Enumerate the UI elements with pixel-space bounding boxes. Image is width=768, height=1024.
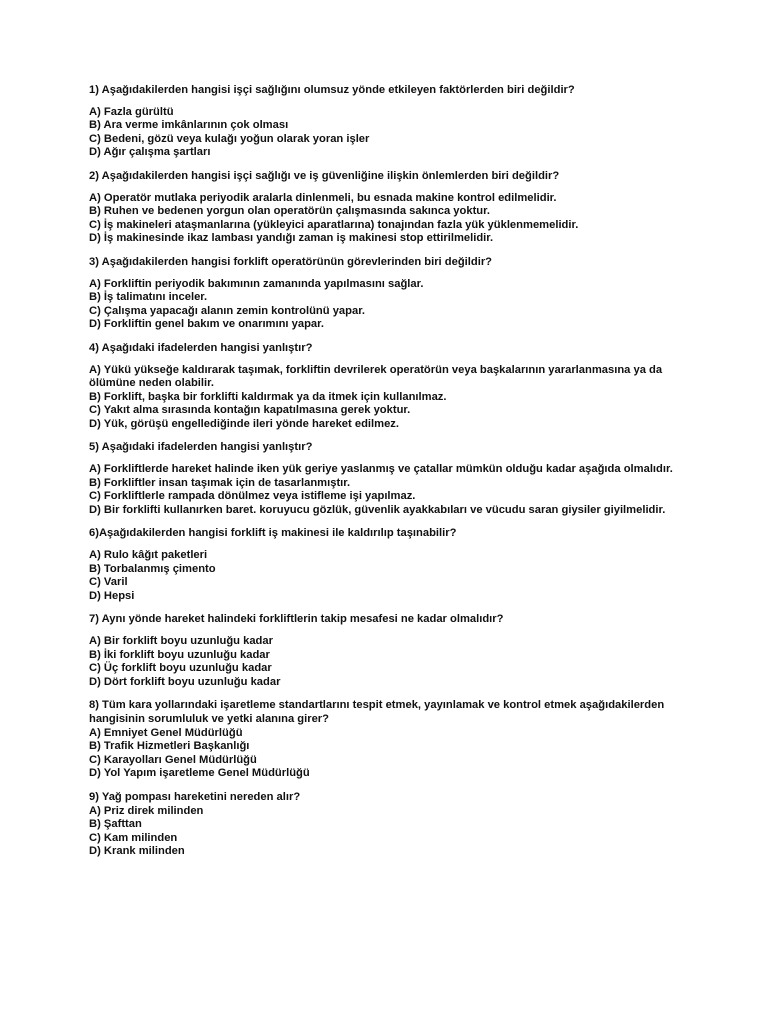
option-d: D) Krank milinden [89, 845, 185, 858]
question-text: 9) Yağ pompası hareketini nereden alır? [89, 790, 301, 803]
options-list [89, 805, 709, 859]
options-list [89, 364, 709, 432]
option-a: A) Operatör mutlaka periyodik aralarla dinlenmeli, bu esnada makine kontrol edilmelidir. [89, 191, 557, 204]
option-d: D) Bir forklifti kullanırken baret. koruyucu gözlük, güvenlik ayakkabıları ve vücudu saran giysiler giyilmelidir. [89, 503, 666, 516]
question-2 [89, 170, 709, 246]
question-text: 8) Tüm kara yollarındaki işaretleme standartlarını tespit etmek, yayınlamak ve kontrol etmek aşağıdakilerden hangisinin sorumluluk ve yetki alanına girer? [89, 699, 665, 725]
question-3 [89, 256, 709, 332]
option-a: A) Emniyet Genel Müdürlüğü [89, 726, 243, 739]
option-b: B) Trafik Hizmetleri Başkanlığı [89, 740, 250, 753]
option-d: D) Hepsi [89, 589, 135, 602]
question-8 [89, 699, 709, 781]
question-text: 2) Aşağıdakilerden hangisi işçi sağlığı ve iş güvenliğine ilişkin önlemlerden biri değildir? [89, 169, 560, 182]
option-a: A) Fazla gürültü [89, 105, 174, 118]
option-c: C) Bedeni, gözü veya kulağı yoğun olarak yoran işler [89, 132, 370, 145]
question-6 [89, 527, 709, 603]
question-text: 3) Aşağıdakilerden hangisi forklift operatörünün görevlerinden biri değildir? [89, 255, 493, 268]
option-d: D) Yük, görüşü engellediğinde ileri yönde hareket edilmez. [89, 417, 400, 430]
question-4 [89, 342, 709, 432]
option-c: C) Karayolları Genel Müdürlüğü [89, 753, 257, 766]
option-c: C) Kam milinden [89, 831, 178, 844]
options-list [89, 106, 709, 160]
option-c: C) Yakıt alma sırasında kontağın kapatılmasına gerek yoktur. [89, 404, 411, 417]
options-list [89, 463, 709, 517]
option-d: D) Forkliftin genel bakım ve onarımını yapar. [89, 318, 324, 331]
option-b: B) Ara verme imkânlarının çok olması [89, 119, 289, 132]
question-text: 4) Aşağıdaki ifadelerden hangisi yanlıştır? [89, 341, 313, 354]
question-text: 6)Aşağıdakilerden hangisi forklift iş makinesi ile kaldırılıp taşınabilir? [89, 527, 457, 540]
question-5 [89, 441, 709, 517]
option-b: B) İş talimatını inceler. [89, 291, 208, 304]
options-list [89, 192, 709, 246]
option-d: D) Dört forklift boyu uzunluğu kadar [89, 675, 281, 688]
question-7 [89, 613, 709, 689]
option-c: C) Varil [89, 576, 128, 589]
question-text: 5) Aşağıdaki ifadelerden hangisi yanlıştır? [89, 441, 313, 454]
option-d: D) Yol Yapım işaretleme Genel Müdürlüğü [89, 767, 310, 780]
option-a: A) Priz direk milinden [89, 804, 204, 817]
question-text: 1) Aşağıdakilerden hangisi işçi sağlığını olumsuz yönde etkileyen faktörlerden biri değildir? [89, 84, 575, 96]
options-list [89, 727, 709, 781]
option-c: C) Çalışma yapacağı alanın zemin kontrolünü yapar. [89, 304, 366, 317]
option-b: B) Torbalanmış çimento [89, 562, 216, 575]
option-b: B) Şafttan [89, 818, 142, 831]
option-c: C) Üç forklift boyu uzunluğu kadar [89, 662, 272, 675]
option-a: A) Forkliftin periyodik bakımının zamanında yapılmasını sağlar. [89, 277, 424, 290]
option-d: D) İş makinesinde ikaz lambası yandığı zaman iş makinesi stop ettirilmelidir. [89, 232, 494, 245]
option-b: B) Ruhen ve bedenen yorgun olan operatörün çalışmasında sakınca yoktur. [89, 205, 490, 218]
options-list [89, 549, 709, 603]
options-list [89, 635, 709, 689]
question-1 [89, 84, 709, 160]
option-a: A) Forkliftlerde hareket halinde iken yük geriye yaslanmış ve çatallar mümkün olduğu kadar aşağıda olmalıdır. [89, 463, 673, 476]
option-a: A) Rulo kâğıt paketleri [89, 549, 208, 562]
option-a: A) Bir forklift boyu uzunluğu kadar [89, 635, 273, 647]
options-list [89, 278, 709, 332]
option-c: C) İş makineleri ataşmanlarına (yükleyici aparatlarına) tonajından fazla yük yüklenmemelidir. [89, 218, 579, 231]
option-c: C) Forkliftlerle rampada dönülmez veya istifleme işi yapılmaz. [89, 490, 416, 503]
option-b: B) Forkliftler insan taşımak için de tasarlanmıştır. [89, 476, 351, 489]
option-b: B) İki forklift boyu uzunluğu kadar [89, 648, 270, 661]
document-page [89, 84, 709, 859]
option-d: D) Ağır çalışma şartları [89, 146, 211, 159]
option-b: B) Forklift, başka bir forklifti kaldırmak ya da itmek için kullanılmaz. [89, 390, 447, 403]
option-a: A) Yükü yükseğe kaldırarak taşımak, forkliftin devrilerek operatörün veya başkalarının yararlanmasına ya da ölümüne neden olabilir. [89, 363, 663, 390]
question-9 [89, 791, 709, 859]
question-text: 7) Aynı yönde hareket halindeki forkliftlerin takip mesafesi ne kadar olmalıdır? [89, 613, 504, 626]
